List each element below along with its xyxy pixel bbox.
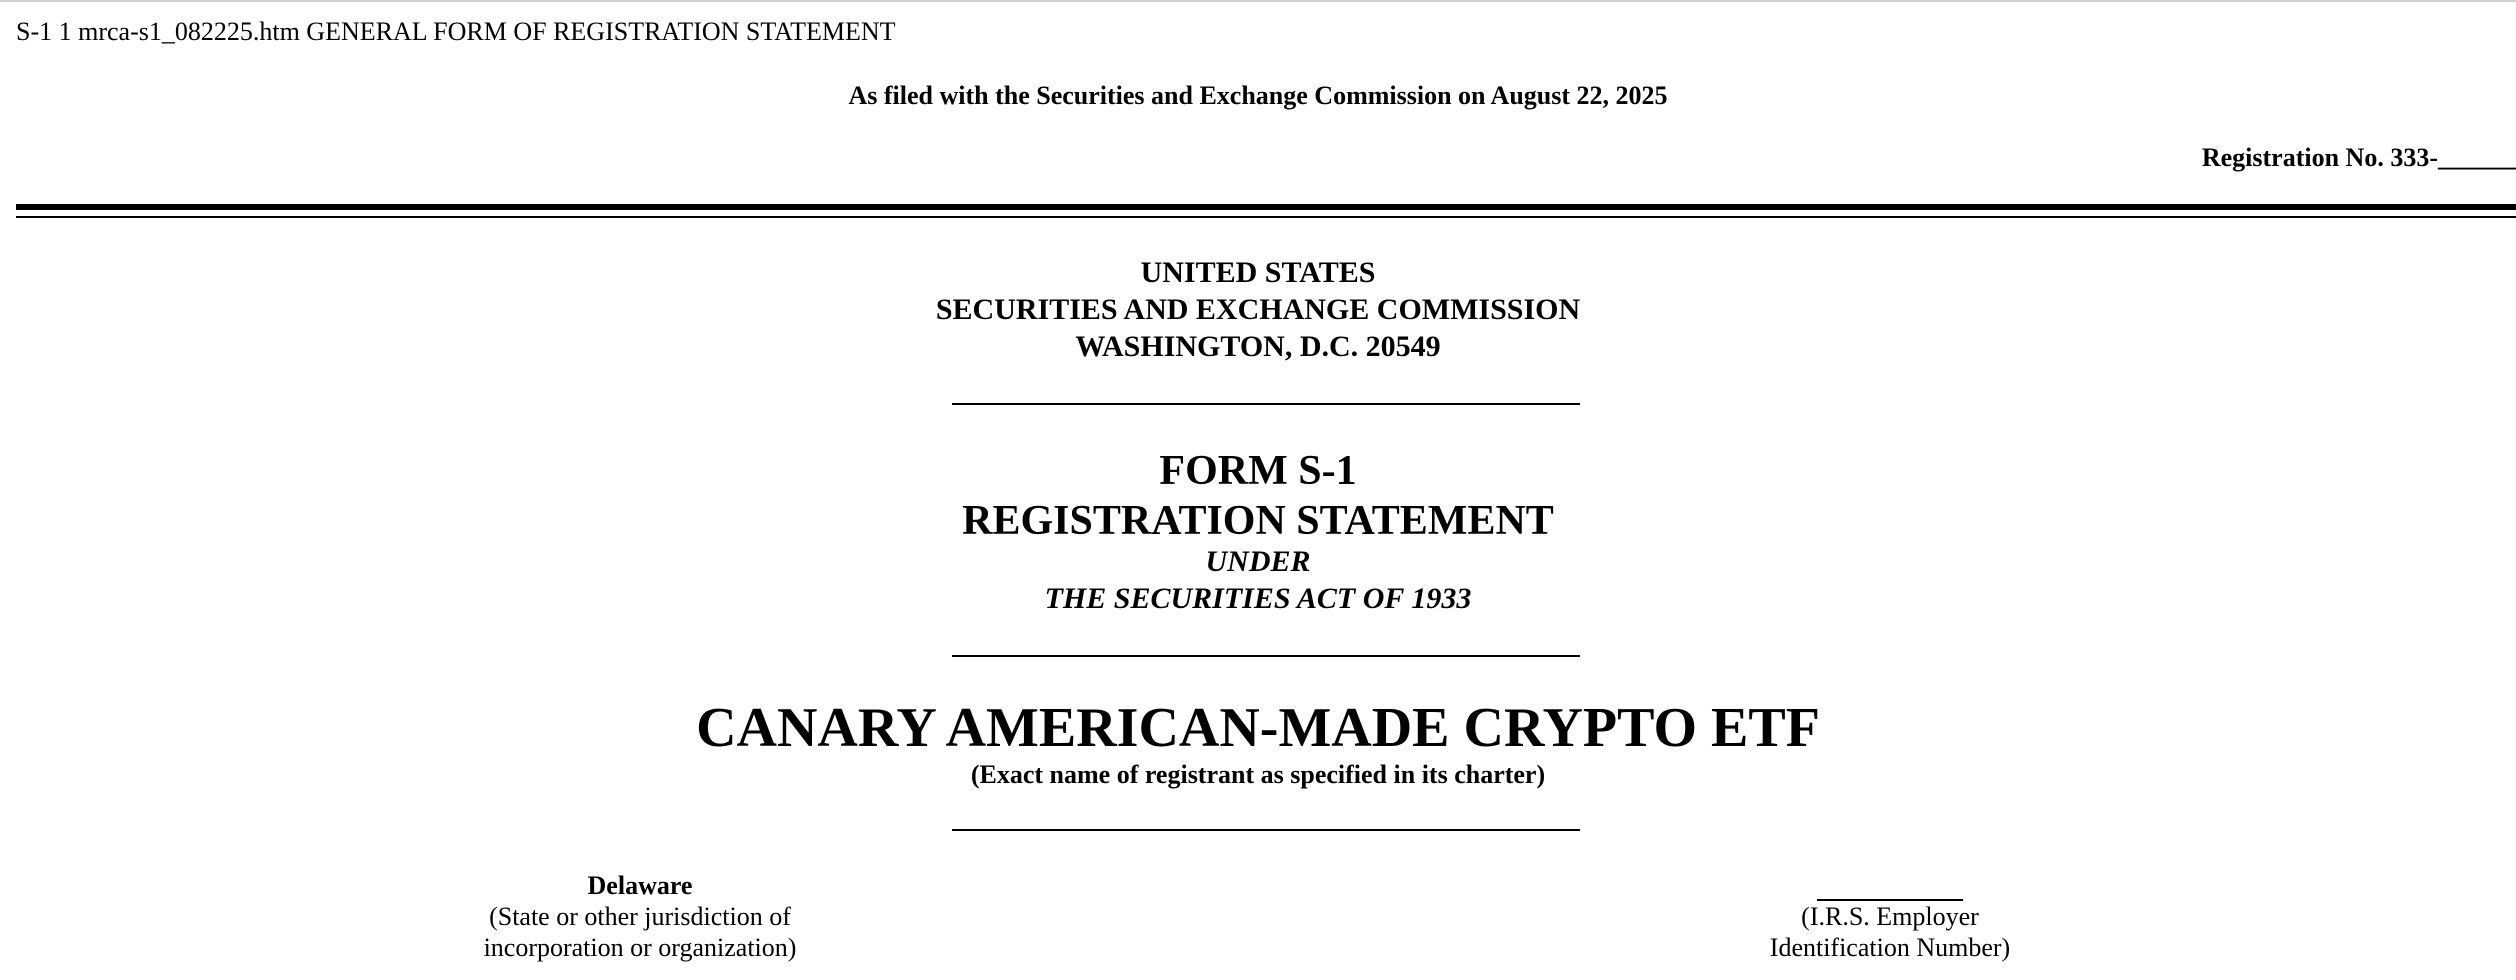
employer-id-field bbox=[1690, 870, 2090, 901]
agency-line-1: UNITED STATES bbox=[1140, 256, 1376, 289]
jurisdiction-block bbox=[440, 870, 840, 963]
agency-heading bbox=[0, 254, 2516, 365]
form-title bbox=[0, 446, 2516, 546]
registrant-caption: (Exact name of registrant as specified in its charter) bbox=[970, 760, 1546, 789]
form-act: THE SECURITIES ACT OF 1933 bbox=[1044, 582, 1472, 615]
employer-id-caption-1: (I.R.S. Employer bbox=[1801, 902, 1979, 931]
employer-id-blank bbox=[1817, 871, 1963, 901]
document-header-line: S-1 1 mrca-s1_082225.htm GENERAL FORM OF REGISTRATION STATEMENT bbox=[16, 17, 896, 46]
registration-number: Registration No. 333-______ bbox=[2201, 143, 2516, 172]
divider-3 bbox=[952, 829, 1580, 831]
employer-id-caption-2: Identification Number) bbox=[1769, 933, 2011, 962]
divider-2 bbox=[952, 655, 1580, 657]
double-divider bbox=[16, 204, 2516, 218]
registrant-name: CANARY AMERICAN-MADE CRYPTO ETF bbox=[696, 697, 1820, 759]
agency-line-2: SECURITIES AND EXCHANGE COMMISSION bbox=[935, 293, 1581, 326]
employer-id-block bbox=[1690, 870, 2090, 963]
jurisdiction-caption-2: incorporation or organization) bbox=[483, 933, 797, 962]
divider-1 bbox=[952, 403, 1580, 405]
jurisdiction-caption-1: (State or other jurisdiction of bbox=[489, 902, 791, 931]
page-top-border bbox=[0, 0, 2516, 2]
agency-line-3: WASHINGTON, D.C. 20549 bbox=[1075, 330, 1441, 363]
form-title-line-1: FORM S-1 bbox=[1159, 448, 1357, 494]
form-under: UNDER bbox=[1205, 545, 1311, 578]
jurisdiction-value: Delaware bbox=[587, 871, 693, 900]
form-subtitle bbox=[0, 543, 2516, 617]
form-title-line-2: REGISTRATION STATEMENT bbox=[962, 498, 1554, 544]
filing-date-line: As filed with the Securities and Exchange Commission on August 22, 2025 bbox=[848, 81, 1668, 110]
